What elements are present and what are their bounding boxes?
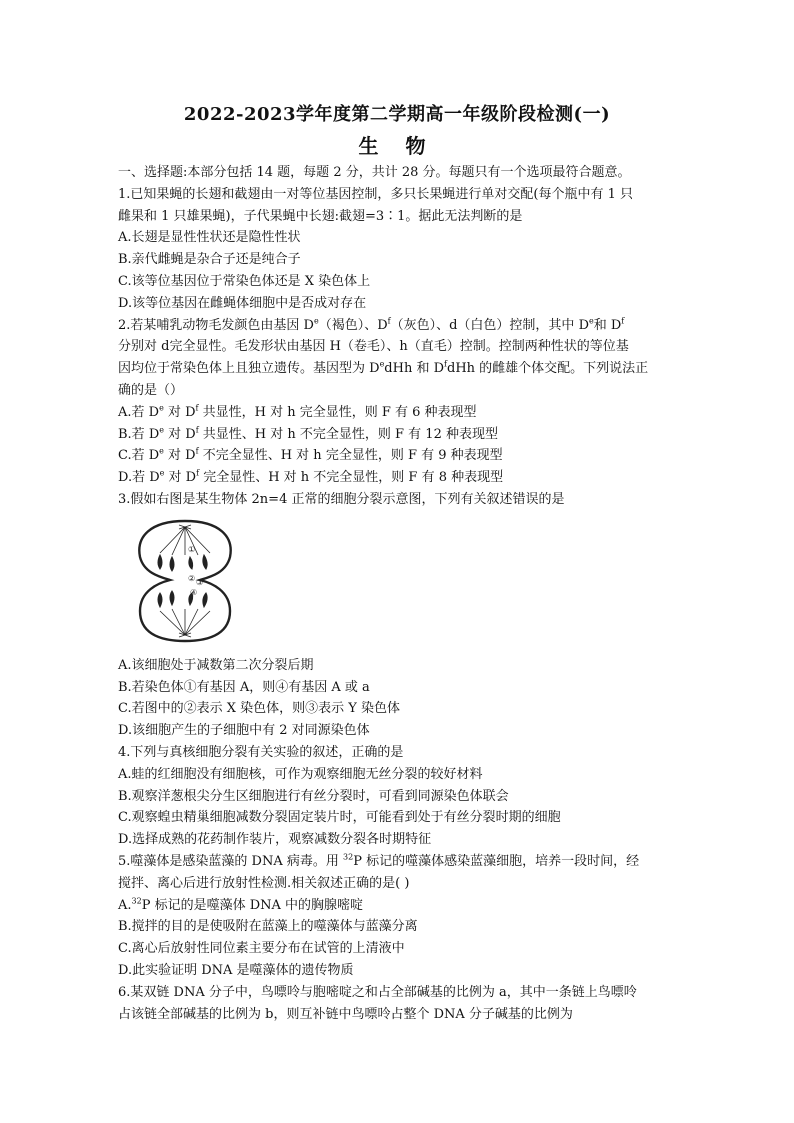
q3-option-c: C.若图中的②表示 X 染色体，则③表示 Y 染色体 <box>118 701 400 717</box>
q2-option-c <box>118 445 678 467</box>
superscript: f <box>444 359 447 369</box>
subject-title: 生 物 <box>358 134 436 158</box>
q6-stem-line1: 6.某双链 DNA 分子中，鸟嘌呤与胞嘧啶之和占全部碱基的比例为 a，其中一条链上鸟嘌呤 <box>118 984 637 1000</box>
exam-title: 2022-2023学年度第二学期高一年级阶段检测(一) <box>183 104 611 125</box>
q5-option-b: B.搅拌的目的是使吸附在蓝藻上的噬藻体与蓝藻分离 <box>118 919 418 935</box>
q1-stem-line2: 雌果和 1 只雄果蝇)，子代果蝇中长翅:截翅=3∶1。据此无法判断的是 <box>118 208 523 224</box>
q2-text: 共显性，H 对 h 完全显性，则 F 有 6 种表现型 <box>198 404 477 420</box>
superscript: f <box>196 468 200 478</box>
q5-text: P 标记的噬藻体感染蓝藻细胞，培养一段时间，经 <box>353 853 640 869</box>
q2-text: 对 D <box>163 448 196 464</box>
q5-text: 5.噬藻体是感染蓝藻的 DNA 病毒。用 <box>118 853 343 869</box>
q1-option-c: C.该等位基因位于常染色体还是 X 染色体上 <box>118 273 371 289</box>
q2-text: dHh 和 D <box>384 361 445 377</box>
q2-option-d <box>118 467 678 489</box>
superscript: e <box>589 316 594 326</box>
q5-option-d: D.此实验证明 DNA 是噬藻体的遗传物质 <box>118 962 354 978</box>
q6-stem-line2: 占该链全部碱基的比例为 b，则互补链中鸟嘌呤占整个 DNA 分子碱基的比例为 <box>118 1006 573 1022</box>
q2-option-b <box>118 424 678 446</box>
q2-text: A.若 D <box>118 404 160 420</box>
q3-option-d: D.该细胞产生的子细胞中有 2 对同源染色体 <box>118 723 370 739</box>
q5-text: P 标记的是噬藻体 DNA 中的胸腺嘧啶 <box>141 897 364 913</box>
chromosomes-bottom <box>158 591 207 607</box>
q4-option-a: A.蛙的红细胞没有细胞核，可作为观察细胞无丝分裂的较好材料 <box>118 766 483 782</box>
q2-text: 完全显性、H 对 h 不完全显性，则 F 有 8 种表现型 <box>199 470 504 486</box>
q1-option-d: D.该等位基因在雌蝇体细胞中是否成对存在 <box>118 295 367 311</box>
q4-stem: 4.下列与真核细胞分裂有关实验的叙述，正确的是 <box>118 744 404 760</box>
q3-stem: 3.假如右图是某生物体 2n=4 正常的细胞分裂示意图，下列有关叙述错误的是 <box>118 491 565 507</box>
q5-stem-line1 <box>118 851 678 873</box>
q2-stem-line4: 确的是（） <box>118 382 184 398</box>
chromosome-label-2: ② <box>188 573 196 583</box>
q2-stem-line3 <box>118 358 678 380</box>
q5-option-c: C.离心后放射性同位素主要分布在试管的上清液中 <box>118 941 405 957</box>
q5-stem-line2: 搅拌、离心后进行放射性检测.相关叙述正确的是( ) <box>118 875 410 891</box>
q2-text: 和 D <box>593 317 622 333</box>
superscript: 32 <box>131 896 142 906</box>
superscript: e <box>159 468 165 478</box>
q1-stem-line1: 1.已知果蝇的长翅和截翅由一对等位基因控制，多只长果蝇进行单对交配(每个瓶中有 1 只 <box>118 186 634 202</box>
superscript: f <box>195 403 199 413</box>
q2-text: 2.若某哺乳动物毛发颜色由基因 D <box>118 317 314 333</box>
cell-division-figure <box>130 515 240 645</box>
superscript: f <box>195 425 199 435</box>
q5-option-a <box>118 895 678 917</box>
superscript: e <box>159 425 164 435</box>
q4-option-c: C.观察蝗虫精巢细胞减数分裂固定装片时，可能看到处于有丝分裂时期的细胞 <box>118 810 561 826</box>
chromosome-label-1: ① <box>188 544 196 554</box>
q2-option-a <box>118 402 678 424</box>
q2-text: C.若 D <box>118 448 160 464</box>
q2-text: 共显性、H 对 h 不完全显性，则 F 有 12 种表现型 <box>198 426 498 442</box>
q2-text: 对 D <box>164 470 197 486</box>
q2-stem-line1 <box>118 315 678 337</box>
q4-option-d: D.选择成熟的花药制作装片，观察减数分裂各时期特征 <box>118 832 432 848</box>
q4-option-b: B.观察洋葱根尖分生区细胞进行有丝分裂时，可看到同源染色体联会 <box>118 788 509 804</box>
q2-text: dHh 的雌雄个体交配。下列说法正 <box>447 361 649 377</box>
q3-option-b: B.若染色体①有基因 A，则④有基因 A 或 a <box>118 679 370 695</box>
superscript: f <box>195 447 199 457</box>
q2-text: 对 D <box>163 404 196 420</box>
q2-stem-line2: 分别对 d完全显性。毛发形状由基因 H（卷毛）、h（直毛）控制。控制两种性状的等位基 <box>118 339 629 355</box>
q2-text: 不完全显性、H 对 h 完全显性，则 F 有 9 种表现型 <box>198 448 503 464</box>
q2-text: D.若 D <box>118 470 160 486</box>
superscript: f <box>621 316 625 326</box>
superscript: f <box>387 316 391 326</box>
q2-text: （褐色）、D <box>318 317 388 333</box>
q3-option-a: A.该细胞处于减数第二次分裂后期 <box>118 657 314 673</box>
superscript: e <box>379 359 385 369</box>
superscript: 32 <box>343 852 354 862</box>
chromosome-label-4: ④ <box>190 587 198 597</box>
q2-text: （灰色）、d（白色）控制，其中 D <box>390 317 589 333</box>
section-intro: 一、选择题:本部分包括 14 题，每题 2 分，共计 28 分。每题只有一个选项最符合题意。 <box>118 165 631 180</box>
superscript: e <box>159 403 164 413</box>
chromosome-label-3: ③ <box>196 577 204 587</box>
q1-option-b: B.亲代雌蝇是杂合子还是纯合子 <box>118 252 301 268</box>
q1-option-a: A.长翅是显性性状还是隐性性状 <box>118 230 301 246</box>
spindle-top <box>160 525 210 555</box>
q2-text: 对 D <box>163 426 196 442</box>
chromosomes-top <box>158 555 207 571</box>
superscript: e <box>313 316 319 326</box>
q2-text: 因均位于常染色体上且独立遗传。基因型为 D <box>118 361 380 377</box>
spindle-bottom <box>160 609 210 637</box>
superscript: e <box>159 447 164 457</box>
question-body <box>118 162 678 1025</box>
q5-text: A. <box>118 897 132 913</box>
q2-text: B.若 D <box>118 426 160 442</box>
